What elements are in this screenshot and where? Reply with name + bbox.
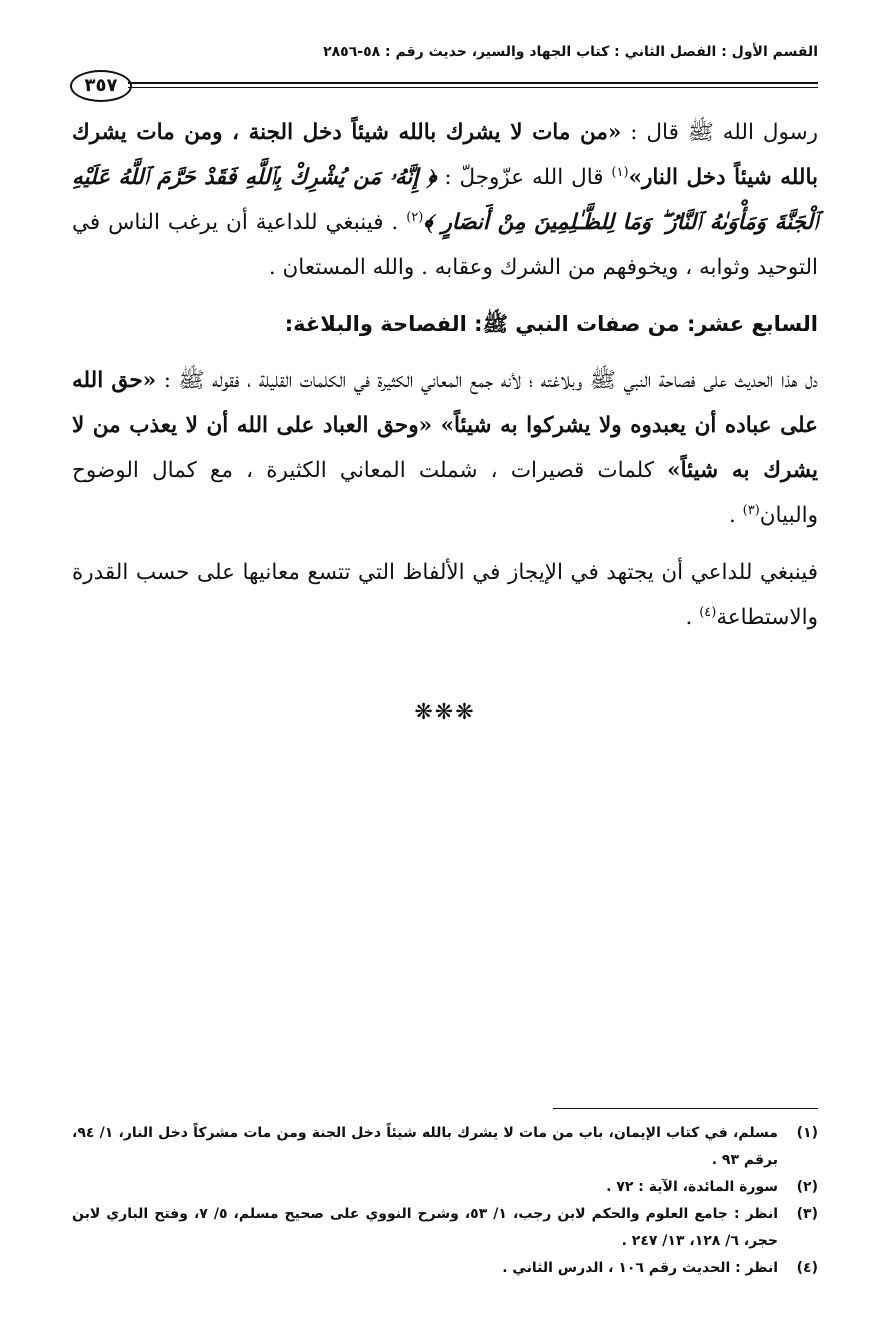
paragraph-2: [72, 358, 818, 538]
paragraph-3-end: .: [685, 605, 700, 630]
running-header: القسم الأول : الفصل الثاني : كتاب الجهاد والسير، حديث رقم : ٥٨-٢٨٥٦: [323, 44, 818, 60]
footnote-item: [72, 1120, 818, 1174]
section-separator: ❋❋❋: [414, 700, 476, 725]
paragraph-3: [72, 550, 818, 640]
paragraph-2-conclusion: كلمات قصيرات ، شملت المعاني الكثيرة ، مع كمال الوضوح والبيان: [72, 458, 818, 528]
quran-verse: ﴿ إِنَّهُۥ مَن يُشْرِكْ بِٱللَّهِ فَقَدْ حَرَّمَ ٱللَّهُ عَلَيْهِ ٱلْجَنَّةَ وَمَأْوَىٰهُ ٱلنَّارُ ۖ وَمَا لِلظَّـٰلِمِينَ مِنْ أَنصَارٍ ﴾: [72, 165, 819, 235]
paragraph-1: [72, 110, 818, 290]
footnote-ref-2: (٢): [406, 209, 424, 225]
hadith-quote-1: «من مات لا يشرك بالله شيئاً دخل الجنة ، ومن مات يشرك بالله شيئاً دخل النار»: [72, 120, 818, 190]
page-number: ٣٥٧: [70, 70, 132, 102]
footnote-ref-1: (١): [611, 164, 629, 180]
footnote-item: [72, 1201, 818, 1255]
hadith-quote-2: «حق الله على عباده أن يعبدوه ولا يشركوا به شيئاً» «وحق العباد على الله أن لا يعذب من لا يشرك به شيئاً»: [72, 368, 818, 483]
body-text: [72, 110, 818, 640]
paragraph-1-connector: قال الله عزّوجلّ :: [436, 165, 612, 190]
footnote-item: [72, 1255, 818, 1282]
footnote-number: (٢): [796, 1179, 818, 1195]
header-rule: [128, 82, 818, 84]
footnote-rule: [553, 1108, 818, 1109]
footnote-number: (٣): [796, 1206, 818, 1222]
paragraph-gap: [72, 538, 818, 550]
footnote-item: [72, 1174, 818, 1201]
footnote-text: سورة المائدة، الآية : ٧٢ .: [606, 1179, 778, 1195]
paragraph-1-intro: رسول الله ﷺ قال :: [621, 120, 818, 145]
paragraph-2-intro: دل هذا الحديث على فصاحة النبي ﷺ وبلاغته ؛ لأنه جمع المعاني الكثيرة في الكلمات القليلة ، فقوله ﷺ :: [156, 368, 819, 393]
footnote-text: انظر : جامع العلوم والحكم لابن رجب، ١/ ٥٣، وشرح النووي على صحيح مسلم، ٥/ ٧، وفتح الباري لابن حجر، ٦/ ١٢٨، ١٣/ ٢٤٧ .: [72, 1206, 779, 1249]
footnote-ref-4: (٤): [699, 604, 717, 620]
footnote-ref-3: (٣): [742, 502, 760, 518]
paragraph-1-conclusion: . فينبغي للداعية أن يرغب الناس في التوحيد وثوابه ، ويخوفهم من الشرك وعقابه . والله المستعان .: [72, 210, 818, 280]
footnote-number: (١): [796, 1125, 818, 1141]
section-heading: السابع عشر: من صفات النبي ﷺ: الفصاحة والبلاغة:: [284, 312, 818, 336]
paragraph-2-end: .: [728, 503, 743, 528]
footnote-text: مسلم، في كتاب الإيمان، باب من مات لا يشرك بالله شيئاً دخل الجنة ومن مات مشركاً دخل النار، ١/ ٩٤، برقم ٩٣ .: [72, 1125, 778, 1168]
paragraph-3-text: فينبغي للداعي أن يجتهد في الإيجاز في الألفاظ التي تتسع معانيها على حسب القدرة والاستطاعة: [72, 560, 818, 630]
footnotes: [72, 1120, 818, 1282]
footnote-number: (٤): [796, 1260, 818, 1276]
header-rule-thin: [128, 87, 818, 88]
footnote-text: انظر : الحديث رقم ١٠٦ ، الدرس الثاني .: [502, 1260, 778, 1276]
